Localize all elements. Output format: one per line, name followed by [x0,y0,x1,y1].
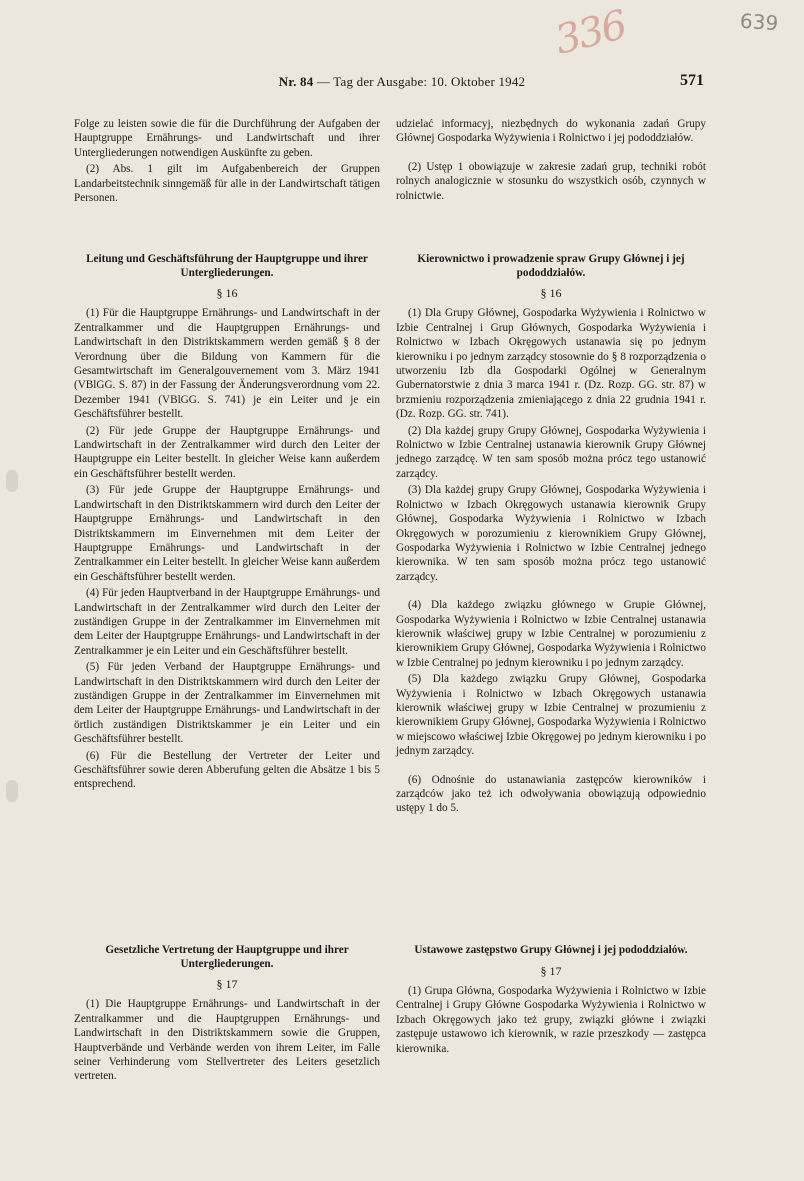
german-section-17 [74,944,380,1084]
binding-hole [6,470,18,492]
paragraph: (1) Grupa Główna, Gospodarka Wyżywienia i Rolnictwo w Izbie Centralnej i Grupy Główne Gospodarka Wyżywienia i Rolnictwo w Izbach Okręgowych jako też grupy, związki główne i związki zastępuje ustawowo ich kierownik, w razie przeszkody — zastępca kierownika. [396,984,706,1055]
paragraph: Folge zu leisten sowie die für die Durchführung der Aufgaben der Hauptgruppe Ernährungs- und Landwirtschaft und ihrer Untergliederungen notwendigen Auskünfte zu geben. [74,118,380,159]
paragraph: (2) Für jede Gruppe der Hauptgruppe Ernährungs- und Landwirtschaft in der Zentralkammer wird durch den Leiter der Hauptgruppe ein Leiter bestellt. In gleicher Weise kann außerdem ein Geschäftsführer bestellt werden. [74,424,380,480]
polish-intro [396,117,706,203]
paragraph: (4) Für jeden Hauptverband in der Hauptgruppe Ernährungs- und Landwirtschaft in der Zentralkammer wird durch den Leiter der zuständigen Gruppe in der Zentralkammer im Einvernehmen mit dem Leiter der Hauptgruppe Ernährungs- und Landwirtschaft in der Zentralkammer je ein Leiter und ein Geschäftsführer bestellt. [74,587,380,657]
polish-section-16 [396,253,706,816]
section-number: § 16 [216,286,238,300]
paragraph: (3) Dla każdej grupy Grupy Głównej, Gospodarka Wyżywienia i Rolnictwo w Izbach Okręgowych ustanawia kierownik Grupy Głównej, Gospodarka Wyżywienia i Rolnictwo w Izbach Okręgowych w porozumieniu z kierownikiem Grupy Głównej, Gospodarka Wyżywienia i Rolnictwo w Izbie Centralnej jednego kierownika. W ten sam sposób można prócz tego ustanowić zarządcy. [396,484,706,583]
section-number: § 16 [540,286,562,300]
page-number: 571 [680,72,704,89]
paragraph: (6) Odnośnie do ustanawiania zastępców kierowników i zarządców jako też ich odwoływania obowiązują odpowiednio ustępy 1 do 5. [396,773,706,815]
polish-section-17 [396,944,706,1056]
paragraph: (3) Für jede Gruppe der Hauptgruppe Ernährungs- und Landwirtschaft in den Distriktskammern wird durch den Leiter der Hauptgruppe Ernährungs- und Landwirtschaft in den Distriktskammern im Einvernehmen mit dem Leiter der Hauptgruppe Ernährungs- und Landwirtschaft in der Zentralkammer ein Leiter bestellt. In gleicher Weise kann außerdem ein Geschäftsführer bestellt werden. [74,484,380,583]
paragraph: (2) Dla każdej grupy Grupy Głównej, Gospodarka Wyżywienia i Rolnictwo w Izbie Centralnej ustanawia kierownik Grupy Głównej jednego zarządcę. W ten sam sposób można prócz tego ustanowić zarządcy. [396,424,706,480]
section-heading: Gesetzliche Vertretung der Hauptgruppe und ihrer Untergliederungen. [105,944,349,970]
issue-date: — Tag der Ausgabe: 10. Oktober 1942 [316,74,526,89]
german-section-16 [74,253,380,792]
section-number: § 17 [540,963,562,978]
archive-mark: 639 [739,8,779,36]
paragraph: udzielać informacyj, niezbędnych do wykonania zadań Grupy Głównej Gospodarka Wyżywienia i Rolnictwo i jej pododdziałów. [396,118,706,145]
paragraph: (1) Für die Hauptgruppe Ernährungs- und Landwirtschaft in der Zentralkammer und die Hauptgruppen Ernährungs- und Landwirtschaft in den Distriktskammern werden gemäß § 8 der Verordnung über die Bildung von Kammern für die Gesamtwirtschaft im Generalgouvernement vom 3. März 1941 (VBlGG. S. 87) in der Fassung der Änderungsverordnung vom 22. Dezember 1941 (VBlGG. S. 741) je ein Leiter und je ein Geschäftsführer bestellt. [74,307,380,421]
paragraph: (5) Für jeden Verband der Hauptgruppe Ernährungs- und Landwirtschaft in den Distriktskammern wird durch den Leiter der zuständigen Gruppe in der Zentralkammer im Einvernehmen mit dem Leiter der Hauptgruppe Ernährungs- und Landwirtschaft in der örtlich zuständigen Distriktskammer je ein Leiter und ein Geschäftsführer bestellt. [74,661,380,746]
section-number: § 17 [216,977,238,991]
handwritten-number: 336 [550,2,630,64]
paragraph: (5) Dla każdego związku Grupy Głównej, Gospodarka Wyżywienia i Rolnictwo w Izbach Okręgowych ustanawia kierownik właściwej grupy w Izbie Centralnej w prozumieniu z kierownikiem Grupy Głównej, Gospodarka Wyżywienia i Rolnictwo w miejscowo właściwej Izbie Okręgowej po jednym kierowniku i po jednym zarządcy. [396,673,706,758]
issue-number: Nr. 84 [278,74,314,89]
paragraph: (1) Die Hauptgruppe Ernährungs- und Landwirtschaft in der Zentralkammer und die Hauptgruppen Ernährungs- und Landwirtschaft in den Distriktskammern sowie die Gruppen, Hauptverbände und Verbände werden von ihrem Leiter, im Falle seiner Verhinderung vom Stellvertreter des Leiters gesetzlich vertreten. [74,998,380,1083]
page-header [0,72,804,94]
paragraph: (6) Für die Bestellung der Vertreter der Leiter und Geschäftsführer sowie deren Abberufung gelten die Absätze 1 bis 5 entsprechend. [74,749,380,791]
section-heading: Leitung und Geschäftsführung der Hauptgruppe und ihrer Untergliederungen. [86,253,368,279]
binding-hole [6,780,18,802]
paragraph: (2) Abs. 1 gilt im Aufgabenbereich der Gruppen Landarbeitstechnik sinngemäß für alle in der Landwirtschaft tätigen Personen. [74,163,380,205]
paragraph: (2) Ustęp 1 obowiązuje w zakresie zadań grup, techniki robót rolnych analogicznie w stosunku do wszystkich osób, czynnych w rolnictwie. [396,160,706,202]
section-heading: Kierownictwo i prowadzenie spraw Grupy Głównej i jej pododdziałów. [417,253,685,279]
paragraph: (4) Dla każdego związku głównego w Grupie Głównej, Gospodarka Wyżywienia i Rolnictwo w Izbie Centralnej ustanawia kierownik właściwej grupy w Izbie Centralnej w porozumieniu z kierownikiem Grupy Głównej, Gospodarka Wyżywienia i Rolnictwo w Izbie Centralnej po jednym kierowniku i po jednym zarządcy. [396,599,706,669]
section-heading: Ustawowe zastępstwo Grupy Głównej i jej pododdziałów. [414,944,688,956]
paragraph: (1) Dla Grupy Głównej, Gospodarka Wyżywienia i Rolnictwo w Izbie Centralnej i Grup Głównych, Gospodarka Wyżywienia i Rolnictwo w Izbach Okręgowych ustanawia się po jednym kierowniku i po jednym zarządcy stosownie do § 8 rozporządzenia o utworzeniu Izb dla Gospodarki Ogólnej w Generalnym Gubernatorstwie z dnia 3 marca 1941 r. (Dz. Rozp. GG. str. 87) w brzmieniu rozporządzenia zmieniającego z dnia 22 grudnia 1941 r. (Dz. Rozp. GG. str. 741). [396,307,706,421]
german-intro [74,117,380,205]
